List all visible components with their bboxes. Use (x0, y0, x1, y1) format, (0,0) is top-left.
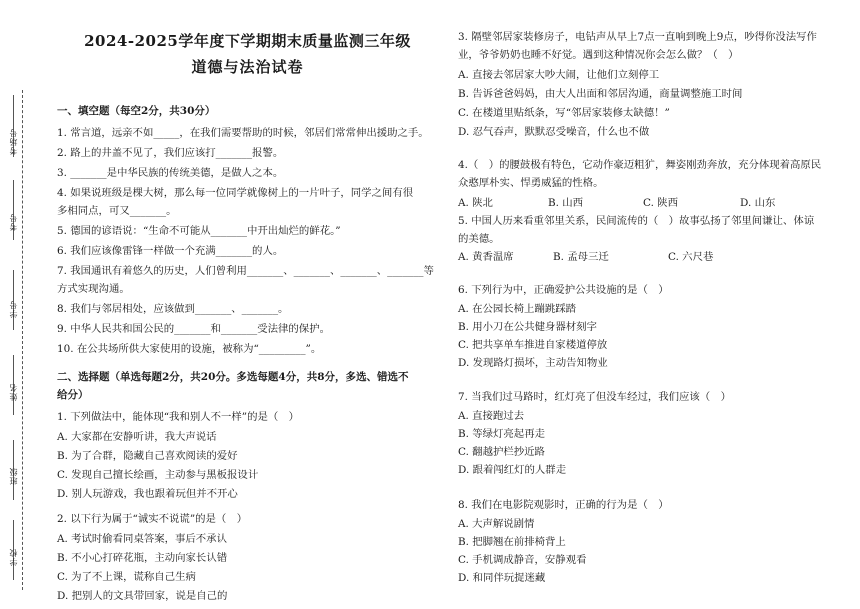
choice-q4-option-b: B. 山西 (548, 197, 584, 209)
fill-question-10: 10. 在公共场所供大家使用的设施，被称为“_________”。 (57, 343, 322, 355)
binding-label-exam-number: 考号 (9, 213, 18, 231)
choice-q2-option-c: C. 为了不上课，谎称自己生病 (57, 571, 196, 583)
binding-label-school: 学校 (9, 548, 18, 566)
choice-q7-stem: 7. 当我们过马路时，红灯亮了但没车经过，我们应该（ ） (458, 391, 731, 403)
choice-q2-stem: 2. 以下行为属于“诚实不说谎”的是（ ） (57, 513, 248, 525)
choice-q5-option-c: C. 六尺巷 (668, 251, 714, 263)
fill-question-1: 1. 常言道，远亲不如_____，在我们需要帮助的时候，邻居们常常伸出援助之手。 (57, 127, 429, 139)
exam-title: 2024-2025学年度下学期期末质量监测三年级 (84, 32, 411, 50)
fill-question-3: 3. _______是中华民族的传统美德，是做人之本。 (57, 167, 284, 179)
choice-q3-option-b: B. 告诉爸爸妈妈，由大人出面和邻居沟通，商量调整施工时间 (458, 88, 743, 100)
choice-q3-stem-line1: 3. 隔壁邻居家装修房子，电钻声从早上7点一直响到晚上9点，吵得你没法写作 (458, 31, 817, 43)
choice-q4-option-c: C. 陕西 (643, 197, 678, 209)
field-line-exam-number (13, 180, 14, 240)
choice-q2-option-d: D. 把别人的文具带回家，说是自己的 (57, 590, 228, 602)
choice-q3-option-d: D. 忍气吞声，默默忍受噪音，什么也不做 (458, 126, 650, 138)
choice-q4-option-d: D. 山东 (740, 197, 776, 209)
choice-q6-option-c: C. 把共享单车推进自家楼道停放 (458, 339, 608, 351)
choice-q8-stem: 8. 我们在电影院观影时，正确的行为是（ ） (458, 499, 669, 511)
fill-question-7-line2: 方式实现沟通。 (57, 283, 130, 295)
choice-q1-option-b: B. 为了合群，隐藏自己喜欢阅读的爱好 (57, 450, 238, 462)
binding-strip (0, 0, 52, 609)
binding-label-name: 姓名 (9, 383, 18, 401)
choice-q6-option-a: A. 在公园长椅上蹦跳踩踏 (458, 303, 577, 315)
fill-question-8: 8. 我们与邻居相处，应该做到_______、_______。 (57, 303, 289, 315)
section2-heading-line1: 二、选择题（单选每题2分，共20分。多选每题4分，共8分，多选、错选不 (57, 371, 409, 383)
choice-q7-option-a: A. 直接跑过去 (458, 410, 525, 422)
fill-question-5: 5. 德国的谚语说：“生命不可能从_______中开出灿烂的鲜花。” (57, 225, 341, 237)
binding-label-class: 班级 (9, 467, 18, 485)
choice-q7-option-b: B. 等绿灯亮起再走 (458, 428, 545, 440)
section2-heading-line2: 给分） (57, 389, 89, 401)
choice-q5-option-b: B. 孟母三迁 (553, 251, 609, 263)
choice-q5-stem-line1: 5. 中国人历来看重邻里关系，民间流传的（ ）故事弘扬了邻里间谦让、体谅 (458, 215, 815, 227)
choice-q3-option-c: C. 在楼道里贴纸条，写“邻居家装修太缺德！” (458, 107, 670, 119)
choice-q7-option-d: D. 跟着闯红灯的人群走 (458, 464, 567, 476)
fill-question-7-line1: 7. 我国通讯有着悠久的历史，人们曾利用_______、_______、_______、_______等 (57, 265, 434, 277)
choice-q1-stem: 1. 下列做法中，能体现“我和别人不一样”的是（ ） (57, 411, 300, 423)
choice-q4-stem-line1: 4.（ ）的腰鼓极有特色，它动作豪迈粗犷，舞姿刚劲奔放，充分体现着高原民 (458, 159, 822, 171)
choice-q8-option-a: A. 大声解说剧情 (458, 518, 535, 530)
fill-question-4-line1: 4. 如果说班级是棵大树，那么每一位同学就像树上的一片叶子，同学之间有很 (57, 187, 414, 199)
binding-label-exam-room: 考场号 (9, 128, 18, 155)
fill-question-9: 9. 中华人民共和国公民的_______和_______受法律的保护。 (57, 323, 330, 335)
choice-q6-option-d: D. 发现路灯损坏，主动告知物业 (458, 357, 608, 369)
fill-question-4-line2: 多相同点，可又_______。 (57, 205, 177, 217)
choice-q5-option-a: A. 黄香温席 (458, 251, 514, 263)
binding-label-student-number: 学号 (9, 300, 18, 318)
choice-q3-option-a: A. 直接去邻居家大吵大闹，让他们立刻停工 (458, 69, 660, 81)
choice-q2-option-a: A. 考试时偷看同桌答案，事后不承认 (57, 533, 227, 545)
exam-subtitle: 道德与法治试卷 (191, 58, 304, 76)
choice-q8-option-c: C. 手机调成静音，安静观看 (458, 554, 587, 566)
choice-q6-stem: 6. 下列行为中，正确爱护公共设施的是（ ） (458, 284, 669, 296)
choice-q5-stem-line2: 的美德。 (458, 233, 500, 245)
choice-q8-option-d: D. 和同伴玩捉迷藏 (458, 572, 546, 584)
choice-q3-stem-line2: 业，爷爷奶奶也睡不好觉。遇到这种情况你会怎么做？（ ） (458, 49, 739, 61)
choice-q4-option-a: A. 陕北 (458, 197, 493, 209)
choice-q1-option-d: D. 别人玩游戏，我也跟着玩但并不开心 (57, 488, 238, 500)
fill-question-6: 6. 我们应该像雷锋一样做一个充满_______的人。 (57, 245, 284, 257)
fill-question-2: 2. 路上的井盖不见了，我们应该打_______报警。 (57, 147, 284, 159)
section1-heading: 一、填空题（每空2分，共30分） (57, 105, 216, 117)
choice-q1-option-a: A. 大家都在安静听讲，我大声说话 (57, 431, 217, 443)
choice-q2-option-b: B. 不小心打碎花瓶，主动向家长认错 (57, 552, 228, 564)
choice-q8-option-b: B. 把脚翘在前排椅背上 (458, 536, 566, 548)
choice-q4-stem-line2: 众憨厚朴实、悍勇威猛的性格。 (458, 177, 604, 189)
binding-dashed-line (22, 90, 23, 590)
choice-q1-option-c: C. 发现自己擅长绘画，主动参与黑板报设计 (57, 469, 259, 481)
choice-q6-option-b: B. 用小刀在公共健身器材刻字 (458, 321, 597, 333)
choice-q7-option-c: C. 翻越护栏抄近路 (458, 446, 545, 458)
